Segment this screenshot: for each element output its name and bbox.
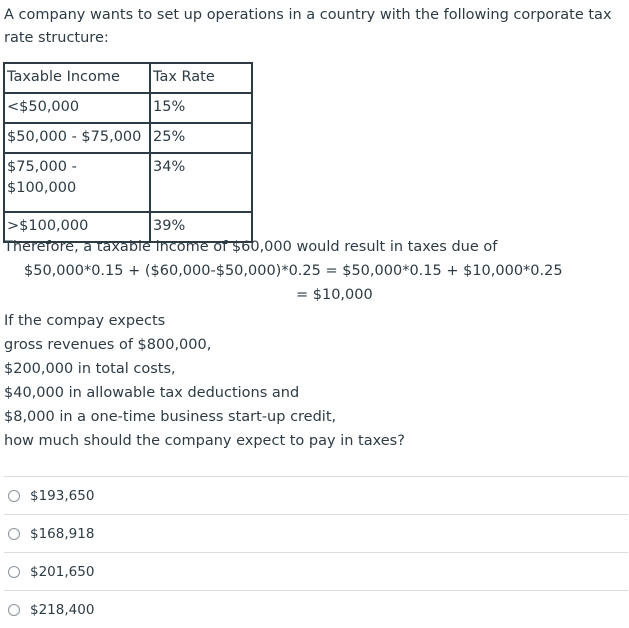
radio-button[interactable] bbox=[8, 604, 20, 616]
question-line: If the compay expects bbox=[4, 313, 166, 329]
income-cell: $75,000 - $100,000 bbox=[4, 153, 150, 212]
question-body bbox=[4, 309, 405, 453]
income-cell: $50,000 - $75,000 bbox=[4, 123, 150, 153]
radio-button[interactable] bbox=[8, 490, 20, 502]
question-line: $40,000 in allowable tax deductions and bbox=[4, 385, 300, 401]
rate-cell: 15% bbox=[150, 93, 252, 123]
question-line: $8,000 in a one-time business start-up credit, bbox=[4, 409, 337, 425]
question-line: gross revenues of $800,000, bbox=[4, 337, 212, 353]
answer-options bbox=[4, 476, 628, 628]
header-tax-rate: Tax Rate bbox=[150, 63, 252, 93]
tax-rate-table bbox=[3, 62, 253, 243]
rate-cell: 39% bbox=[150, 212, 252, 242]
answer-option[interactable] bbox=[4, 590, 628, 628]
header-taxable-income: Taxable Income bbox=[4, 63, 150, 93]
radio-button[interactable] bbox=[8, 566, 20, 578]
question-line: how much should the company expect to pay in taxes? bbox=[4, 433, 405, 449]
income-cell: >$100,000 bbox=[4, 212, 150, 242]
example-text: Therefore, a taxable income of $60,000 would result in taxes due of bbox=[4, 239, 498, 255]
answer-label: $201,650 bbox=[30, 563, 95, 580]
table-row bbox=[4, 123, 252, 153]
answer-label: $168,918 bbox=[30, 525, 95, 542]
question-intro: A company wants to set up operations in a country with the following corporate tax rate structure: bbox=[4, 7, 612, 46]
radio-button[interactable] bbox=[8, 528, 20, 540]
table-row bbox=[4, 93, 252, 123]
rate-cell: 34% bbox=[150, 153, 252, 212]
income-cell: <$50,000 bbox=[4, 93, 150, 123]
table-row bbox=[4, 153, 252, 212]
answer-option[interactable] bbox=[4, 476, 628, 514]
example-calculation: $50,000*0.15 + ($60,000-$50,000)*0.25 = $50,000*0.15 + $10,000*0.25 bbox=[24, 263, 563, 279]
answer-option[interactable] bbox=[4, 514, 628, 552]
answer-label: $218,400 bbox=[30, 601, 95, 618]
table-header-row bbox=[4, 63, 252, 93]
answer-label: $193,650 bbox=[30, 487, 95, 504]
question-line: $200,000 in total costs, bbox=[4, 361, 176, 377]
rate-cell: 25% bbox=[150, 123, 252, 153]
example-result: = $10,000 bbox=[296, 287, 373, 303]
answer-option[interactable] bbox=[4, 552, 628, 590]
